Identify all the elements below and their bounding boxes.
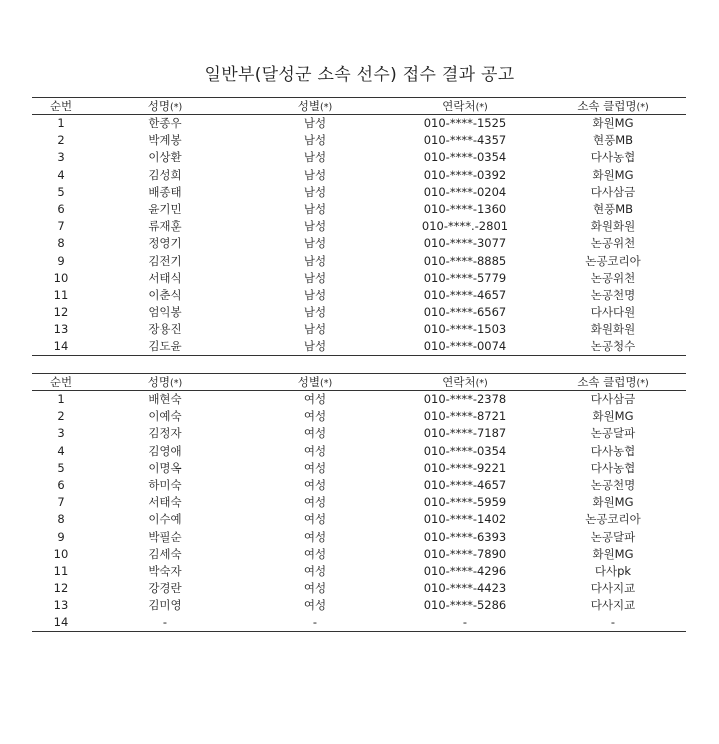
gender-cell: 남성 (303, 339, 327, 354)
table-row (32, 115, 686, 132)
gender-cell: 남성 (303, 167, 327, 182)
phone-number-cell: 010-****-0354 (423, 443, 507, 458)
phone-number-cell: 010-****-8721 (423, 409, 507, 424)
table-row (32, 321, 686, 338)
row-number-cell: 9 (57, 253, 65, 268)
player-name-cell: 김전기 (148, 253, 182, 268)
table-row (32, 425, 686, 442)
women-registration-table (32, 373, 686, 632)
club-name-cell: 현풍MB (592, 202, 634, 217)
phone-number-cell: 010-****-0074 (423, 339, 507, 354)
player-name-cell: 박필순 (148, 529, 182, 544)
column-header-no: 순번 (49, 375, 73, 389)
table-row (32, 132, 686, 149)
table-header-row (32, 374, 686, 391)
gender-cell: 여성 (303, 426, 327, 441)
table-row (32, 269, 686, 286)
player-name-cell: 김세숙 (148, 546, 182, 561)
column-header-phone: 연락처(*) (442, 375, 488, 389)
phone-number-cell: 010-****-0354 (423, 150, 507, 165)
phone-number-cell: 010-****-4296 (423, 563, 507, 578)
player-name-cell: 박계봉 (148, 133, 182, 148)
column-header-no: 순번 (49, 99, 73, 113)
club-name-cell: - (610, 615, 616, 630)
club-name-cell: 논공달파 (590, 426, 636, 441)
player-name-cell: 서태식 (148, 270, 182, 285)
row-number-cell: 7 (57, 219, 65, 234)
row-number-cell: 6 (57, 202, 65, 217)
row-number-cell: 12 (53, 305, 69, 320)
gender-cell: 남성 (303, 133, 327, 148)
row-number-cell: 14 (53, 339, 69, 354)
gender-cell: 여성 (303, 478, 327, 493)
phone-number-cell: 010-****-5959 (423, 495, 507, 510)
row-number-cell: 2 (57, 409, 65, 424)
phone-number-cell: 010-****-0392 (423, 167, 507, 182)
column-header-phone: 연락처(*) (442, 99, 488, 113)
row-number-cell: 12 (53, 581, 69, 596)
player-name-cell: 류재훈 (148, 219, 182, 234)
gender-cell: - (312, 615, 318, 630)
phone-number-cell: 010-****-1525 (423, 116, 507, 131)
table-row (32, 391, 686, 408)
player-name-cell: 정영기 (148, 236, 182, 251)
row-number-cell: 11 (53, 563, 69, 578)
club-name-cell: 현풍MB (592, 133, 634, 148)
phone-number-cell: 010-****-4657 (423, 287, 507, 302)
gender-cell: 여성 (303, 512, 327, 527)
table-row (32, 304, 686, 321)
table-row (32, 149, 686, 166)
club-name-cell: 논공코리아 (585, 512, 641, 527)
club-name-cell: 논공천명 (590, 287, 636, 302)
club-name-cell: 다사다원 (590, 305, 636, 320)
men-registration-table (32, 97, 686, 356)
club-name-cell: 논공위천 (590, 270, 636, 285)
women-table-body (32, 391, 686, 632)
player-name-cell: 배종태 (148, 184, 182, 199)
phone-number-cell: 010-****-5779 (423, 270, 507, 285)
gender-cell: 남성 (303, 287, 327, 302)
table-row (32, 166, 686, 183)
gender-cell: 남성 (303, 150, 327, 165)
table-row (32, 408, 686, 425)
phone-number-cell: 010-****-1402 (423, 512, 507, 527)
club-name-cell: 다사pk (594, 563, 632, 578)
row-number-cell: 1 (57, 116, 65, 131)
player-name-cell: 이명옥 (148, 460, 182, 475)
club-name-cell: 화원MG (592, 495, 634, 510)
table-row (32, 442, 686, 459)
table-row (32, 528, 686, 545)
club-name-cell: 화원화원 (590, 219, 636, 234)
table-row (32, 200, 686, 217)
club-name-cell: 다사삼금 (590, 184, 636, 199)
player-name-cell: 박숙자 (148, 563, 182, 578)
row-number-cell: 3 (57, 426, 65, 441)
row-number-cell: 9 (57, 529, 65, 544)
column-header-club: 소속 클럽명(*) (577, 99, 649, 113)
player-name-cell: 강경란 (148, 581, 182, 596)
club-name-cell: 다사농협 (590, 443, 636, 458)
player-name-cell: 서태숙 (148, 495, 182, 510)
column-header-gender: 성별(*) (297, 99, 333, 113)
phone-number-cell: 010-****-1360 (423, 202, 507, 217)
row-number-cell: 3 (57, 150, 65, 165)
table-row (32, 338, 686, 355)
table-row (32, 511, 686, 528)
club-name-cell: 논공달파 (590, 529, 636, 544)
row-number-cell: 14 (53, 615, 69, 630)
gender-cell: 남성 (303, 116, 327, 131)
phone-number-cell: 010-****-5286 (423, 598, 507, 613)
row-number-cell: 8 (57, 512, 65, 527)
row-number-cell: 5 (57, 184, 65, 199)
club-name-cell: 다사삼금 (590, 392, 636, 407)
column-header-name: 성명(*) (147, 375, 183, 389)
club-name-cell: 논공청수 (590, 339, 636, 354)
player-name-cell: 이수예 (148, 512, 182, 527)
row-number-cell: 1 (57, 392, 65, 407)
row-number-cell: 5 (57, 460, 65, 475)
phone-number-cell: 010-****-4657 (423, 478, 507, 493)
gender-cell: 여성 (303, 392, 327, 407)
gender-cell: 남성 (303, 253, 327, 268)
table-row (32, 235, 686, 252)
player-name-cell: 이상환 (148, 150, 182, 165)
club-name-cell: 논공위천 (590, 236, 636, 251)
club-name-cell: 논공코리아 (585, 253, 641, 268)
row-number-cell: 7 (57, 495, 65, 510)
phone-number-cell: 010-****-4357 (423, 133, 507, 148)
player-name-cell: 하미숙 (148, 478, 182, 493)
player-name-cell: - (162, 615, 168, 630)
table-header-row (32, 98, 686, 115)
row-number-cell: 8 (57, 236, 65, 251)
player-name-cell: 김도윤 (148, 339, 182, 354)
gender-cell: 여성 (303, 546, 327, 561)
player-name-cell: 배현숙 (148, 392, 182, 407)
row-number-cell: 6 (57, 478, 65, 493)
row-number-cell: 13 (53, 598, 69, 613)
column-header-name: 성명(*) (147, 99, 183, 113)
column-header-club: 소속 클럽명(*) (577, 375, 649, 389)
club-name-cell: 다사지교 (590, 598, 636, 613)
table-row (32, 562, 686, 579)
player-name-cell: 윤기민 (148, 202, 182, 217)
gender-cell: 여성 (303, 495, 327, 510)
row-number-cell: 11 (53, 287, 69, 302)
row-number-cell: 4 (57, 443, 65, 458)
gender-cell: 여성 (303, 563, 327, 578)
club-name-cell: 다사농협 (590, 150, 636, 165)
gender-cell: 남성 (303, 202, 327, 217)
player-name-cell: 김성희 (148, 167, 182, 182)
gender-cell: 남성 (303, 305, 327, 320)
row-number-cell: 13 (53, 322, 69, 337)
row-number-cell: 4 (57, 167, 65, 182)
gender-cell: 여성 (303, 529, 327, 544)
club-name-cell: 화원MG (592, 116, 634, 131)
table-row (32, 494, 686, 511)
gender-cell: 여성 (303, 581, 327, 596)
gender-cell: 남성 (303, 270, 327, 285)
player-name-cell: 이춘식 (148, 287, 182, 302)
gender-cell: 여성 (303, 443, 327, 458)
club-name-cell: 화원MG (592, 409, 634, 424)
phone-number-cell: 010-****-9221 (423, 460, 507, 475)
table-row (32, 545, 686, 562)
club-name-cell: 다사농협 (590, 460, 636, 475)
phone-number-cell: 010-****-6393 (423, 529, 507, 544)
gender-cell: 여성 (303, 598, 327, 613)
phone-number-cell: 010-****-0204 (423, 184, 507, 199)
gender-cell: 여성 (303, 409, 327, 424)
phone-number-cell: 010-****-6567 (423, 305, 507, 320)
gender-cell: 남성 (303, 322, 327, 337)
player-name-cell: 한종우 (148, 116, 182, 131)
row-number-cell: 10 (53, 546, 69, 561)
table-row (32, 614, 686, 631)
player-name-cell: 장용진 (148, 322, 182, 337)
phone-number-cell: 010-****-7187 (423, 426, 507, 441)
table-row (32, 476, 686, 493)
club-name-cell: 화원화원 (590, 322, 636, 337)
phone-number-cell: 010-****.-2801 (421, 219, 509, 234)
phone-number-cell: - (462, 615, 468, 630)
phone-number-cell: 010-****-8885 (423, 253, 507, 268)
phone-number-cell: 010-****-3077 (423, 236, 507, 251)
player-name-cell: 이예숙 (148, 409, 182, 424)
phone-number-cell: 010-****-7890 (423, 546, 507, 561)
club-name-cell: 화원MG (592, 546, 634, 561)
player-name-cell: 김미영 (148, 598, 182, 613)
gender-cell: 남성 (303, 184, 327, 199)
gender-cell: 여성 (303, 460, 327, 475)
phone-number-cell: 010-****-1503 (423, 322, 507, 337)
men-table-body (32, 115, 686, 356)
table-row (32, 580, 686, 597)
column-header-gender: 성별(*) (297, 375, 333, 389)
club-name-cell: 논공천명 (590, 478, 636, 493)
table-row (32, 459, 686, 476)
row-number-cell: 10 (53, 270, 69, 285)
page-title: 일반부(달성군 소속 선수) 접수 결과 공고 (204, 65, 515, 85)
gender-cell: 남성 (303, 219, 327, 234)
player-name-cell: 엄익봉 (148, 305, 182, 320)
gender-cell: 남성 (303, 236, 327, 251)
player-name-cell: 김영애 (148, 443, 182, 458)
table-row (32, 597, 686, 614)
table-row (32, 218, 686, 235)
player-name-cell: 김정자 (148, 426, 182, 441)
phone-number-cell: 010-****-2378 (423, 392, 507, 407)
row-number-cell: 2 (57, 133, 65, 148)
table-row (32, 252, 686, 269)
club-name-cell: 화원MG (592, 167, 634, 182)
club-name-cell: 다사지교 (590, 581, 636, 596)
phone-number-cell: 010-****-4423 (423, 581, 507, 596)
table-row (32, 183, 686, 200)
table-row (32, 286, 686, 303)
